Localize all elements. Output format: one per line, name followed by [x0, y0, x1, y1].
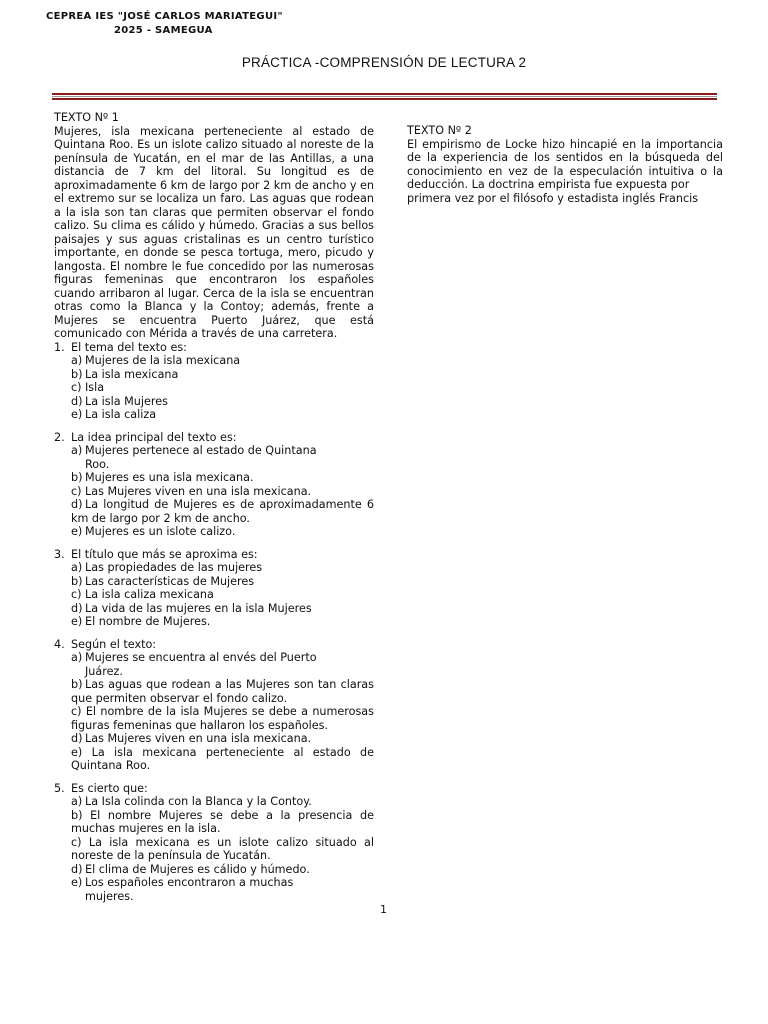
- header-rule-middle: [52, 96, 717, 97]
- question-stem: [54, 782, 374, 796]
- question-text: El título que más se aproxima es:: [71, 547, 258, 561]
- option-d: d) La isla Mujeres: [71, 394, 168, 408]
- question-number: 3.: [54, 547, 65, 561]
- option-b: b) Las aguas que rodean a las Mujeres son tan claras que permiten observar el fondo calizo.: [71, 678, 374, 705]
- texto2-body-continued: primera vez por el filósofo y estadista inglés Francis: [407, 191, 699, 205]
- texto1-label: TEXTO Nº 1: [54, 111, 119, 124]
- question-number: 1.: [54, 340, 65, 354]
- left-column: [54, 111, 374, 903]
- option-d: d) Las Mujeres viven en una isla mexicana.: [71, 732, 312, 745]
- question-text: La idea principal del texto es:: [71, 430, 237, 444]
- right-column: [407, 124, 723, 205]
- option-b: b) Mujeres es una isla mexicana.: [71, 471, 254, 484]
- question-2: [54, 431, 374, 539]
- option-a: a) Mujeres pertenece al estado de Quintana Roo.: [71, 444, 317, 471]
- institution-header: CEPREA IES "JOSÉ CARLOS MARIATEGUI": [46, 11, 283, 22]
- header-rule-top: [52, 93, 717, 95]
- question-stem: [54, 431, 374, 445]
- page-number: 1: [380, 903, 387, 916]
- option-c: c) El nombre de la isla Mujeres se debe a numerosas figuras femeninas que hallaron los españoles.: [71, 705, 374, 732]
- question-text: Según el texto:: [71, 637, 157, 651]
- option-c: c) Isla: [71, 381, 105, 394]
- option-e: e) Los españoles encontraron a muchas mujeres.: [71, 876, 294, 903]
- question-text: Es cierto que:: [71, 781, 148, 795]
- option-a: a) Mujeres se encuentra al envés del Puerto Juárez.: [71, 651, 317, 678]
- texto2-label: TEXTO Nº 2: [407, 124, 472, 137]
- question-3: [54, 548, 374, 629]
- question-stem: [54, 638, 374, 652]
- question-1: [54, 341, 374, 422]
- question-number: 5.: [54, 781, 65, 795]
- option-e: e) La isla mexicana perteneciente al estado de Quintana Roo.: [71, 745, 374, 772]
- option-c: c) La isla mexicana es un islote calizo situado al noreste de la península de Yucatán.: [71, 835, 374, 862]
- option-e: e) El nombre de Mujeres.: [71, 615, 211, 628]
- question-text: El tema del texto es:: [71, 340, 187, 354]
- option-a: a) La Isla colinda con la Blanca y la Contoy.: [71, 795, 312, 808]
- question-5: [54, 782, 374, 904]
- question-stem: [54, 341, 374, 355]
- institution-subheader: 2025 - SAMEGUA: [114, 25, 213, 36]
- option-d: d) La longitud de Mujeres es de aproximadamente 6 km de largo por 2 km de ancho.: [71, 498, 374, 525]
- option-b: b) El nombre Mujeres se debe a la presencia de muchas mujeres en la isla.: [71, 808, 375, 835]
- question-4: [54, 638, 374, 773]
- option-e: e) Mujeres es un islote calizo.: [71, 525, 236, 538]
- option-c: c) Las Mujeres viven en una isla mexicana.: [71, 484, 312, 498]
- page-title: PRÁCTICA -COMPRENSIÓN DE LECTURA 2: [241, 55, 527, 70]
- option-b: b) Las características de Mujeres: [71, 574, 255, 588]
- option-d: d) El clima de Mujeres es cálido y húmedo.: [71, 862, 310, 876]
- option-a: a) Mujeres de la isla mexicana: [71, 354, 241, 367]
- option-c: c) La isla caliza mexicana: [71, 588, 214, 601]
- question-stem: [54, 548, 374, 562]
- texto2-body: El empirismo de Locke hizo hincapié en la importancia de la experiencia de los sentidos en la búsqueda del conocimiento en vez de la especulación intuitiva o la deducción. La doctrina empirista fue expuesta por: [407, 137, 723, 191]
- texto1-body: Mujeres, isla mexicana perteneciente al estado de Quintana Roo. Es un islote calizo situado al noreste de la península de Yucatán, en el mar de las Antillas, a una distancia de 7 km del litoral. Su longitud es de aproximadamente 6 km de largo por 2 km de ancho y en el extremo sur se localiza un faro. Las aguas que rodean a la isla son tan claras que permiten observar el fondo calizo. Su clima es cálido y húmedo. Gracias a sus bellos paisajes y sus aguas cristalinas es un centro turístico importante, en donde se pesca tortuga, mero, picudo y langosta. El nombre le fue concedido por las numerosas figuras femeninas que encontraron los españoles cuando arribaron al lugar. Cerca de la isla se encuentran otras como la Blanca y la Contoy; además, frente a Mujeres se encuentra Puerto Juárez, que está comunicado con Mérida a través de una carretera.: [54, 124, 374, 340]
- header-rule-bottom: [52, 98, 717, 100]
- option-e: e) La isla caliza: [71, 408, 157, 421]
- option-b: b) La isla mexicana: [71, 367, 179, 381]
- option-a: a) Las propiedades de las mujeres: [71, 561, 263, 574]
- question-number: 4.: [54, 637, 65, 651]
- question-number: 2.: [54, 430, 65, 444]
- option-d: d) La vida de las mujeres en la isla Mujeres: [71, 601, 312, 615]
